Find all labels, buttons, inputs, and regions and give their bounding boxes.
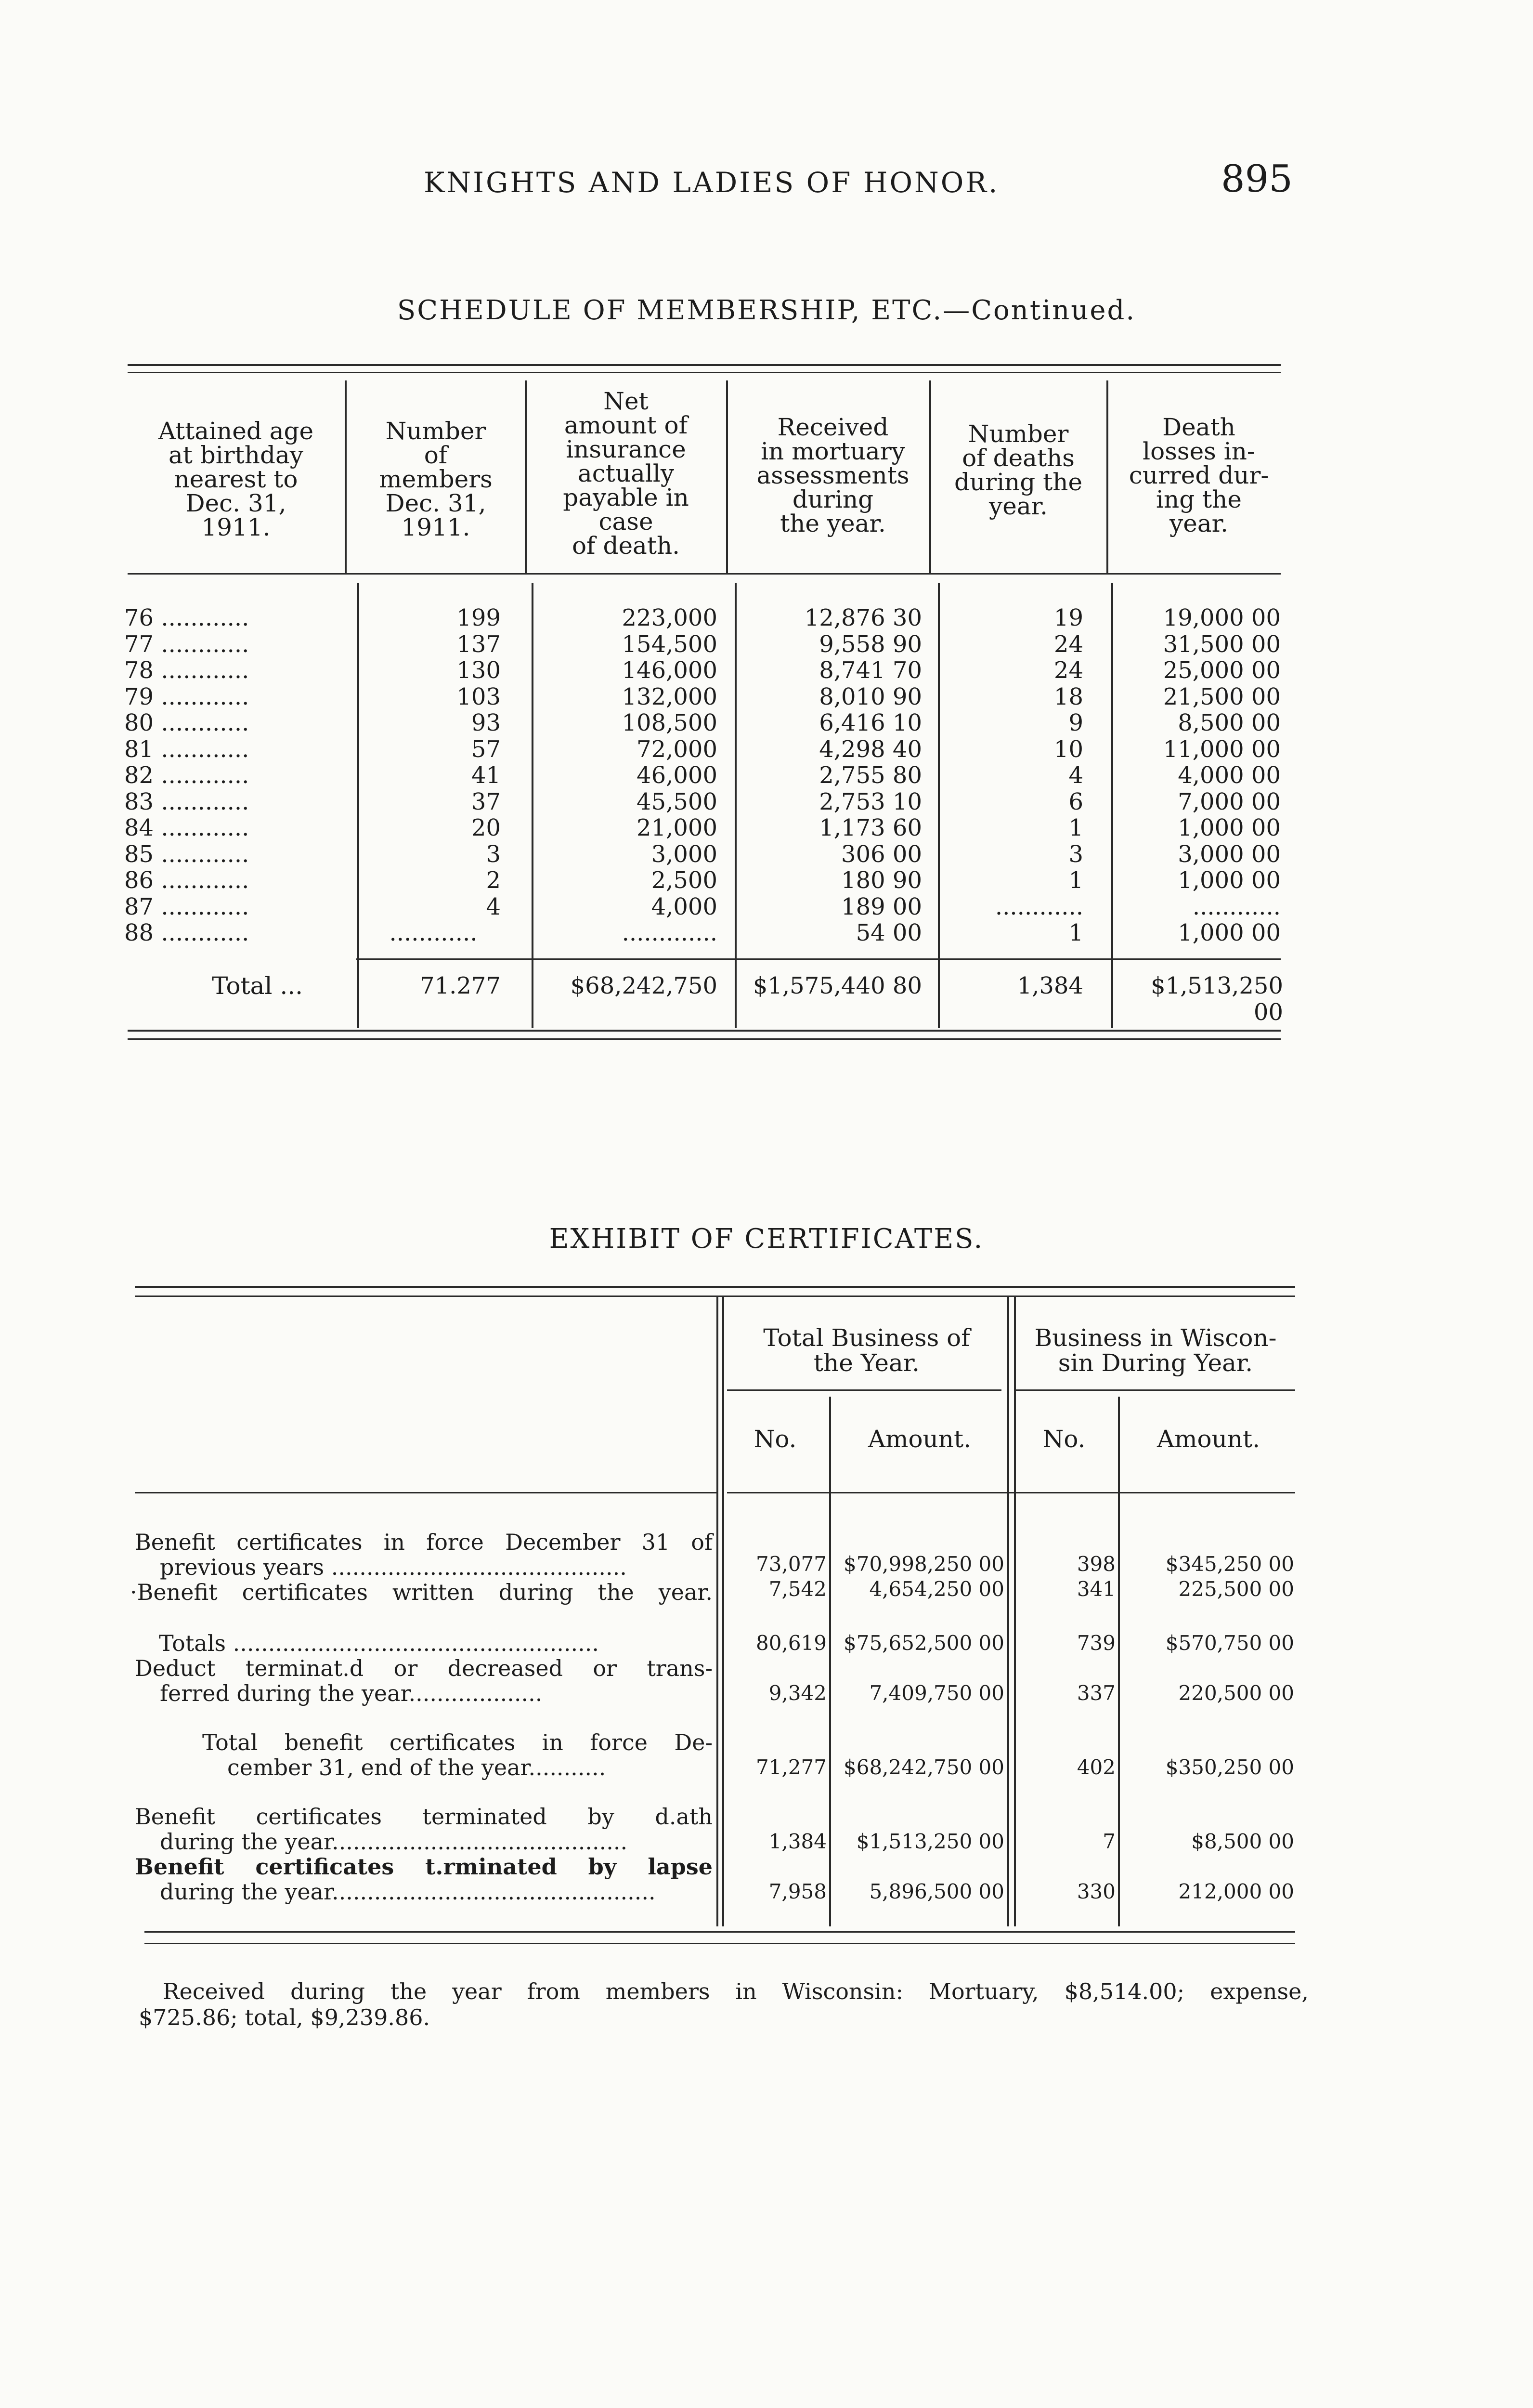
table-bottom-rule [128, 1030, 1281, 1032]
cell: $570,750 00 [1165, 1631, 1294, 1655]
group-header-wisconsin: Business in Wiscon- sin During Year. [1034, 1324, 1277, 1377]
cell: $1,513,250 00 [856, 1830, 1004, 1853]
cert-divider [1007, 1296, 1009, 1926]
total-label: Total ... [212, 972, 303, 1000]
cell: 7,409,750 00 [869, 1681, 1004, 1705]
table-row: 85 ............ [124, 840, 249, 868]
certificates-title: EXHIBIT OF CERTIFICATES. [549, 1223, 984, 1255]
header-bottom-rule [128, 573, 1281, 575]
col-header-wi-no: No. [1042, 1425, 1086, 1453]
total-received: $1,575,440 80 [753, 972, 922, 999]
cert-divider [722, 1296, 724, 1926]
cell: $8,500 00 [1191, 1830, 1294, 1853]
table-row: 81 ............ [124, 735, 249, 763]
cell: 1,384 [768, 1830, 827, 1853]
cert-bottom-rule-2 [144, 1943, 1295, 1944]
cell: 739 [1077, 1631, 1116, 1655]
losses-column: 19,000 00 31,500 00 25,000 00 21,500 00 8,500 00 11,000 00 4,000 00 7,000 00 1,000 00 3,000 00 1,000 00 ............ 1,000 00 [1163, 604, 1281, 946]
body-divider [357, 583, 359, 1028]
body-divider [532, 583, 533, 1028]
row-in-force: Benefit certificates in force December 31 of previous years .......................................... [135, 1529, 713, 1580]
col-header-received: Received in mortuary assessments during the year. [756, 413, 909, 537]
page-header [0, 157, 1533, 209]
header-divider [929, 380, 931, 573]
insurance-column: 223,000 154,500 146,000 132,000 108,500 72,000 46,000 45,500 21,000 3,000 2,500 4,000 ............. [622, 604, 717, 946]
cell: 71,277 [756, 1755, 827, 1779]
label-header-rule [135, 1492, 717, 1493]
age-column [124, 605, 249, 946]
col-header-no: No. [754, 1425, 797, 1453]
header-divider [726, 380, 728, 573]
table-row: 77 ............ [124, 630, 249, 658]
cell: 212,000 00 [1178, 1880, 1294, 1903]
total-losses: $1,513,250 00 [1151, 972, 1283, 1026]
header-divider [345, 380, 347, 573]
row-total-in-force: Total benefit certificates in force De- cember 31, end of the year........... [202, 1729, 713, 1780]
body-divider [938, 583, 940, 1028]
members-column: 199 137 130 103 93 57 41 37 20 3 2 4 ............ [389, 604, 501, 946]
total-rule [356, 958, 1281, 960]
total-insurance: $68,242,750 [570, 972, 717, 999]
group-rule [1016, 1389, 1295, 1391]
row-totals: Totals .................................................... [159, 1631, 599, 1656]
table-row: 79 ............ [124, 683, 249, 710]
cert-bottom-rule [144, 1931, 1295, 1933]
table-top-rule-2 [128, 372, 1281, 373]
header-divider [1106, 380, 1108, 573]
table-row: 80 ............ [124, 709, 249, 736]
col-header-insurance: Net amount of insurance actually payable in case of death. [563, 387, 689, 560]
table-row: 84 ............ [124, 814, 249, 841]
col-header-amount: Amount. [868, 1425, 971, 1453]
footnote-line: $725.86; total, $9,239.86. [139, 2004, 430, 2030]
col-header-age: Attained age at birthday nearest to Dec. 31, 1911. [158, 417, 314, 541]
cert-top-rule-2 [135, 1296, 1295, 1297]
footnote [139, 1978, 1309, 2030]
cert-divider [829, 1397, 831, 1926]
body-divider [1111, 583, 1113, 1028]
cell: 337 [1077, 1681, 1116, 1705]
cell: 9,342 [768, 1681, 827, 1705]
table-top-rule [128, 364, 1281, 366]
table-row: 78 ............ [124, 657, 249, 684]
received-column: 12,876 30 9,558 90 8,741 70 8,010 90 6,416 10 4,298 40 2,755 80 2,753 10 1,173 60 306 00 180 90 189 00 54 00 [804, 604, 922, 946]
cert-top-rule [135, 1286, 1295, 1288]
cell: 4,654,250 00 [869, 1577, 1004, 1601]
cell: $75,652,500 00 [844, 1631, 1004, 1655]
cell: 73,077 [756, 1552, 827, 1576]
body-divider [735, 583, 737, 1028]
cell: $350,250 00 [1165, 1755, 1294, 1779]
cell: 7,542 [768, 1577, 827, 1601]
membership-title: SCHEDULE OF MEMBERSHIP, ETC.—Continued. [397, 295, 1136, 326]
col-header-deaths: Number of deaths during the year. [954, 420, 1083, 520]
row-deduct: Deduct terminat.d or decreased or trans- ferred during the year................... [135, 1655, 713, 1706]
total-deaths: 1,384 [1017, 972, 1083, 999]
total-members: 71.277 [420, 972, 501, 999]
values-header-rule [727, 1492, 1295, 1493]
group-rule [727, 1389, 1001, 1391]
cell: 330 [1077, 1880, 1116, 1903]
table-bottom-rule-2 [128, 1038, 1281, 1040]
table-row: 86 ............ [124, 867, 249, 894]
cell: $70,998,250 00 [844, 1552, 1004, 1576]
running-title: KNIGHTS AND LADIES OF HONOR. [424, 166, 1000, 199]
footnote-line: Received during the year from members in Wisconsin: Mortuary, $8,514.00; expense, [163, 1978, 1309, 2004]
cert-divider [1118, 1397, 1120, 1926]
table-row: 83 ............ [124, 788, 249, 815]
cell: 225,500 00 [1178, 1577, 1294, 1601]
header-divider [525, 380, 527, 573]
group-header-total: Total Business of the Year. [763, 1324, 970, 1377]
row-lapse: Benefit certificates t.rminated by lapse during the year.............................................. [135, 1854, 713, 1904]
table-row: 82 ............ [124, 762, 249, 789]
cell: $345,250 00 [1165, 1552, 1294, 1576]
cert-divider [716, 1296, 718, 1926]
table-row: 88 ............ [124, 919, 249, 946]
cell: $68,242,750 00 [844, 1755, 1004, 1779]
cell: 7,958 [768, 1880, 827, 1903]
cell: 341 [1077, 1577, 1116, 1601]
row-death: Benefit certificates terminated by d.ath during the year.......................................... [135, 1804, 713, 1854]
table-row: 76 ............ [124, 604, 249, 631]
deaths-column: 19 24 24 18 9 10 4 6 1 3 1 ............ 1 [995, 604, 1083, 946]
col-header-wi-amount: Amount. [1156, 1425, 1260, 1453]
col-header-members: Number of members Dec. 31, 1911. [379, 417, 493, 541]
col-header-losses: Death losses in- curred dur- ing the year. [1129, 413, 1269, 537]
cell: 7 [1103, 1830, 1116, 1853]
cell: 5,896,500 00 [869, 1880, 1004, 1903]
row-written: ·Benefit certificates written during the year. [130, 1579, 713, 1605]
cell: 220,500 00 [1178, 1681, 1294, 1705]
cell: 80,619 [756, 1631, 827, 1655]
table-row: 87 ............ [124, 893, 249, 920]
cell: 402 [1077, 1755, 1116, 1779]
cell: 398 [1077, 1552, 1116, 1576]
page-number: 895 [1221, 157, 1293, 201]
